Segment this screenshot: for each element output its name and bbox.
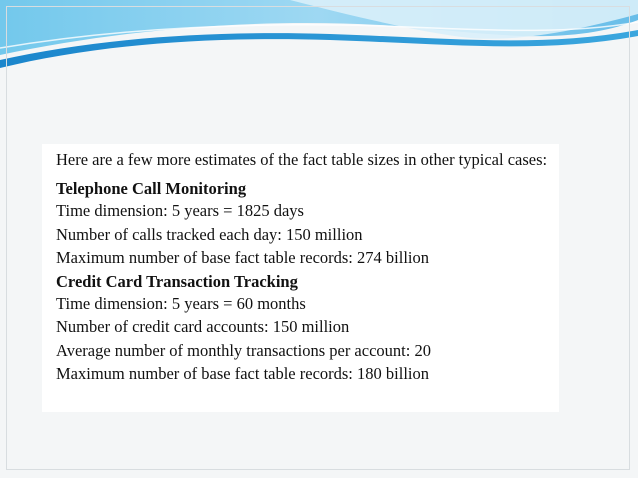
section-heading: Telephone Call Monitoring bbox=[56, 179, 247, 198]
section-line: Number of credit card accounts: 150 million bbox=[56, 317, 350, 336]
section-line: Time dimension: 5 years = 60 months bbox=[56, 293, 306, 313]
section-line: Maximum number of base fact table records: 180 billion bbox=[56, 364, 429, 383]
section-line: Maximum number of base fact table records: 274 billion bbox=[56, 248, 429, 267]
content-panel bbox=[42, 144, 559, 412]
section-line: Time dimension: 5 years = 1825 days bbox=[56, 201, 304, 220]
intro-text: Here are a few more estimates of the fact table sizes in other typical cases: bbox=[56, 150, 548, 169]
section-telephone bbox=[56, 179, 559, 270]
section-line: Average number of monthly transactions per account: 20 bbox=[56, 340, 431, 360]
section-line: Number of calls tracked each day: 150 million bbox=[56, 224, 363, 244]
section-credit-card bbox=[56, 272, 559, 386]
section-heading: Credit Card Transaction Tracking bbox=[56, 271, 298, 291]
